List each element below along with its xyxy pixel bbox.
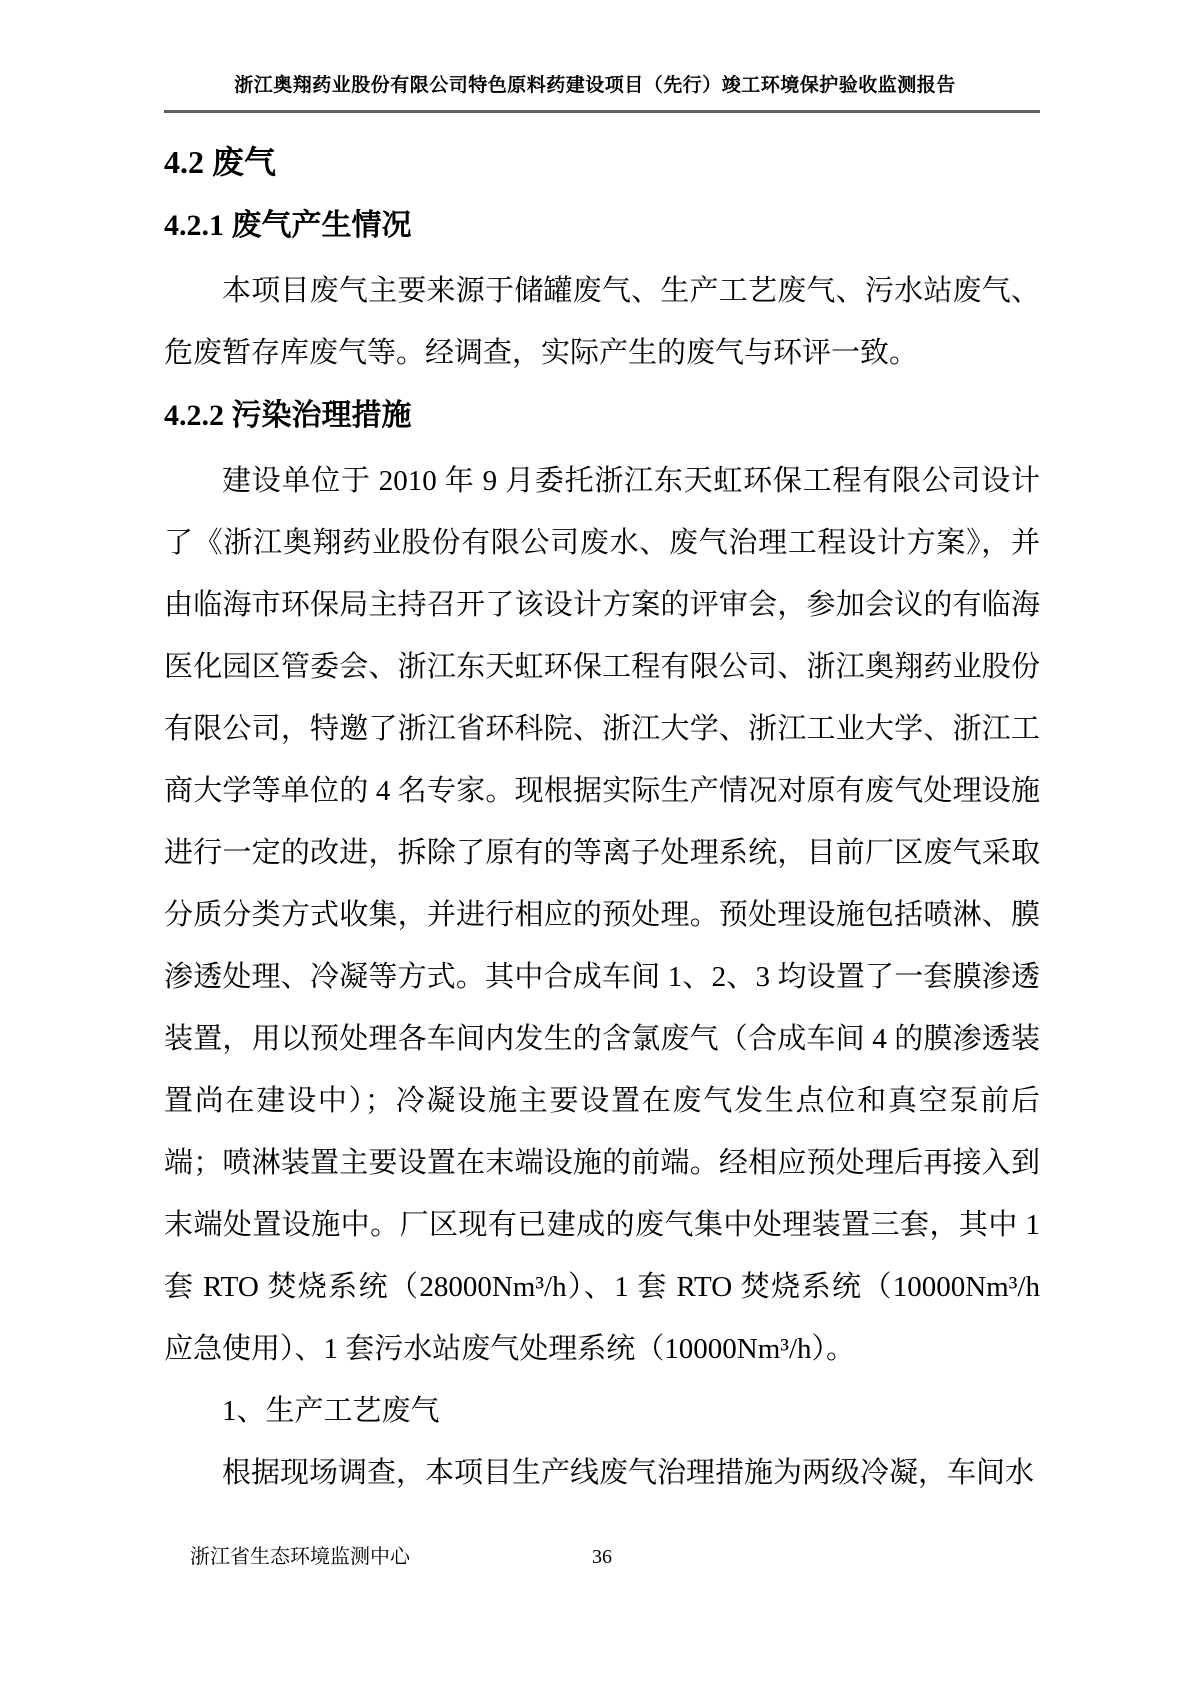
paragraph-site-survey: 根据现场调查，本项目生产线废气治理措施为两级冷凝，车间水 (222, 1457, 1035, 1489)
page-header (0, 0, 1190, 113)
page-header-title: 浙江奥翔药业股份有限公司特色原料药建设项目（先行）竣工环境保护验收监测报告 (234, 75, 956, 96)
paragraph-treatment-measures: 建设单位于 2010 年 9 月委托浙江东天虹环保工程有限公司设计了《浙江奥翔药业股份有限公司废水、废气治理工程设计方案》，并由临海市环保局主持召开了该设计方案的评审会，参加会议的有临海医化园区管委会、浙江东天虹环保工程有限公司、浙江奥翔药业股份有限公司，特邀了浙江省环科院、浙江大学、浙江工业大学、浙江工商大学等单位的 4 名专家。现根据实际生产情况对原有废气处理设施进行一定的改进，拆除了原有的等离子处理系统，目前厂区废气采取分质分类方式收集，并进行相应的预处理。预处理设施包括喷淋、膜渗透处理、冷凝等方式。其中合成车间 1、2、3 均设置了一套膜渗透装置，用以预处理各车间内发生的含氯废气（合成车间 4 的膜渗透装置尚在建设中）；冷凝设施主要设置在废气发生点位和真空泵前后端；喷淋装置主要设置在末端设施的前端。经相应预处理后再接入到末端处置设施中。厂区现有已建成的废气集中处理装置三套，其中 1 套 RTO 焚烧系统（28000Nm³/h）、1 套 RTO 焚烧系统（10000Nm³/h 应急使用）、1 套污水站废气处理系统（10000Nm³/h）。 (164, 465, 1040, 1365)
paragraph-waste-gas-sources: 本项目废气主要来源于储罐废气、生产工艺废气、污水站废气、危废暂存库废气等。经调查，实际产生的废气与环评一致。 (164, 275, 1040, 369)
page-footer (164, 1542, 1040, 1576)
footer-organization: 浙江省生态环境监测中心 (190, 1546, 410, 1568)
section-title: 4.2 废气 (164, 144, 277, 180)
subsection-title-421: 4.2.1 废气产生情况 (164, 209, 412, 242)
document-body (164, 130, 1040, 1504)
subsection-title-422: 4.2.2 污染治理措施 (164, 399, 412, 432)
page-number: 36 (592, 1546, 612, 1568)
header-divider (164, 110, 1040, 113)
list-item-process-waste-gas: 1、生产工艺废气 (222, 1395, 440, 1427)
